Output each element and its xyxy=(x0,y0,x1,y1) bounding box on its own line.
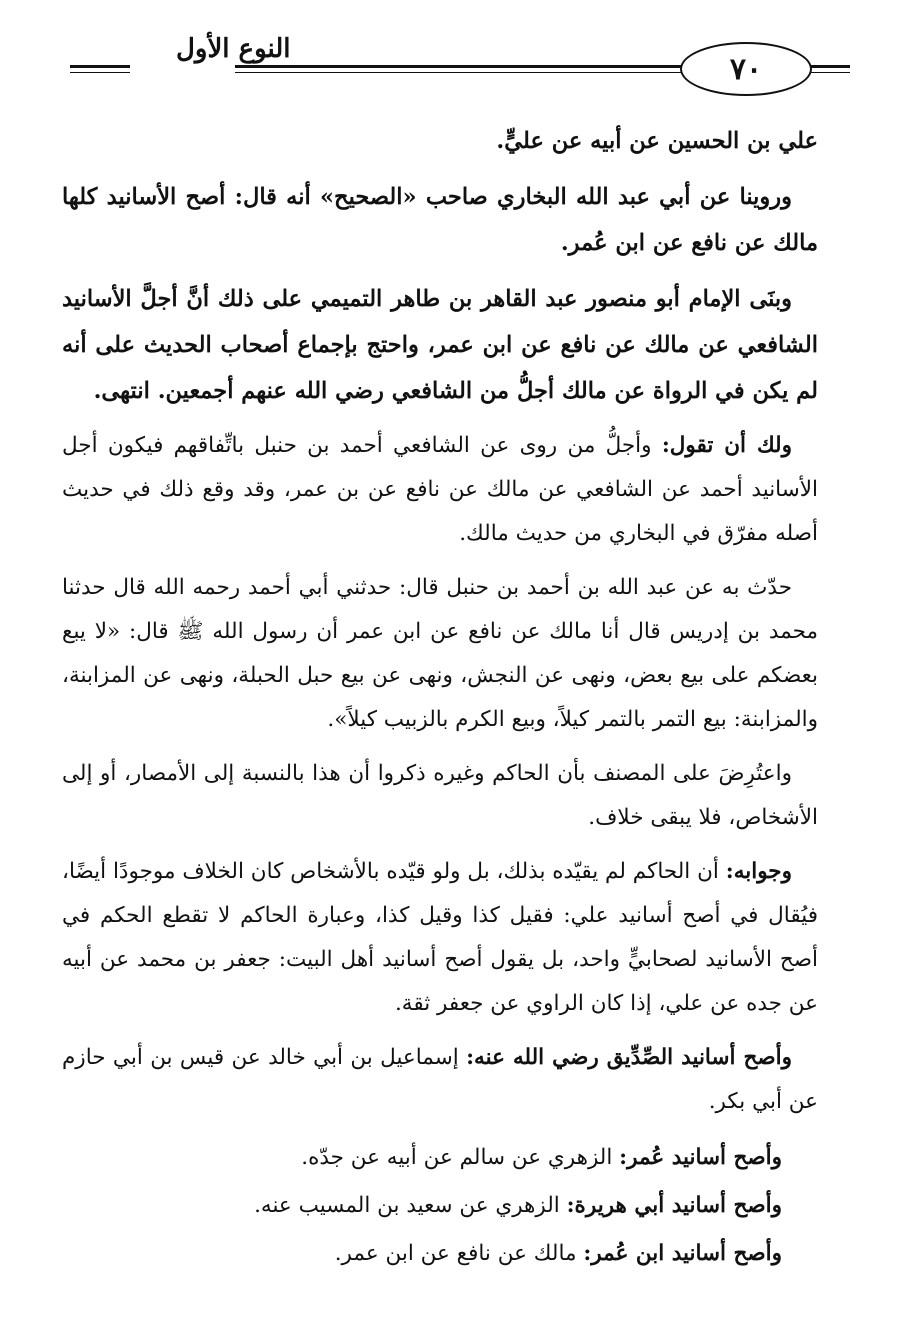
header-rule-left-thin xyxy=(70,72,130,73)
paragraph-11 xyxy=(62,1230,818,1278)
page-header xyxy=(60,30,850,102)
paragraph-11-lead: وأصح أسانيد ابن عُمر: xyxy=(583,1241,782,1266)
paragraph-4-text: وأجلُّ من روى عن الشافعي أحمد بن حنبل باتِّفاقهم فيكون أجل الأسانيد أحمد عن الشافعي عن مالك عن نافع عن بن عمر، وقد وقع ذلك في حديث أصله مفرّق في البخاري من حديث مالك. xyxy=(62,433,818,546)
paragraph-7-lead: وجوابه: xyxy=(725,859,792,884)
paragraph-7 xyxy=(62,850,818,1026)
paragraph-5: حدّث به عن عبد الله بن أحمد بن حنبل قال: حدثني أبي أحمد رحمه الله قال حدثنا محمد بن إدريس قال أنا مالك عن نافع عن ابن عمر أن رسول الله ﷺ قال: «لا يبع بعضكم على بيع بعض، ونهى عن النجش، ونهى عن بيع حبل الحبلة، ونهى عن المزابنة، والمزابنة: بيع التمر بالتمر كيلاً، وبيع الكرم بالزبيب كيلاً». xyxy=(62,575,818,732)
paragraph-9-lead: وأصح أسانيد عُمر: xyxy=(619,1145,782,1170)
paragraph-11-text: مالك عن نافع عن ابن عمر. xyxy=(334,1241,577,1266)
page-body xyxy=(62,118,818,1278)
paragraph-8-lead: وأصح أسانيد الصِّدِّيق رضي الله عنه: xyxy=(466,1045,792,1070)
paragraph-8 xyxy=(62,1036,818,1124)
header-rule-left xyxy=(70,65,130,68)
paragraph-4 xyxy=(62,424,818,556)
paragraph-6: واعتُرِضَ على المصنف بأن الحاكم وغيره ذكروا أن هذا بالنسبة إلى الأمصار، أو إلى الأشخاص، فلا يبقى خلاف. xyxy=(62,761,818,830)
paragraph-7-text: أن الحاكم لم يقيّده بذلك، بل ولو قيّده بالأشخاص كان الخلاف موجودًا أيضًا، فيُقال في أصح أسانيد علي: فقيل كذا وقيل كذا، وعبارة الحاكم لا تقطع الحكم في أصح الأسانيد لصحابيٍّ واحد، بل يقول أصح أسانيد أهل البيت: جعفر بن محمد عن أبيه عن جده عن علي، إذا كان الراوي عن جعفر ثقة. xyxy=(62,859,818,1016)
paragraph-4-lead: ولك أن تقول: xyxy=(661,433,792,458)
paragraph-3: وبنَى الإمام أبو منصور عبد القاهر بن طاهر التميمي على ذلك أنَّ أجلَّ الأسانيد الشافعي عن مالك عن نافع عن ابن عمر، واحتج بإجماع أصحاب الحديث على أنه لم يكن في الرواة عن مالك أجلُّ من الشافعي رضي الله عنهم أجمعين. انتهى. xyxy=(62,286,818,404)
header-rule-middle xyxy=(235,65,685,68)
paragraph-8-text: إسماعيل بن أبي خالد عن قيس بن أبي حازم عن أبي بكر. xyxy=(62,1045,818,1114)
paragraph-9-text: الزهري عن سالم عن أبيه عن جدّه. xyxy=(301,1145,613,1170)
page-number-oval xyxy=(680,42,812,96)
paragraph-1: علي بن الحسين عن أبيه عن عليٍّ. xyxy=(496,128,818,154)
header-rule-middle-thin xyxy=(235,72,685,73)
paragraph-10-lead: وأصح أسانيد أبي هريرة: xyxy=(566,1193,782,1218)
page-number: ٧٠ xyxy=(729,51,763,87)
paragraph-9 xyxy=(62,1134,818,1182)
paragraph-2: وروينا عن أبي عبد الله البخاري صاحب «الصحيح» أنه قال: أصح الأسانيد كلها مالك عن نافع عن ابن عُمر. xyxy=(62,184,818,256)
section-title: النوع الأول xyxy=(168,34,299,64)
paragraph-10-text: الزهري عن سعيد بن المسيب عنه. xyxy=(254,1193,560,1218)
paragraph-10 xyxy=(62,1182,818,1230)
